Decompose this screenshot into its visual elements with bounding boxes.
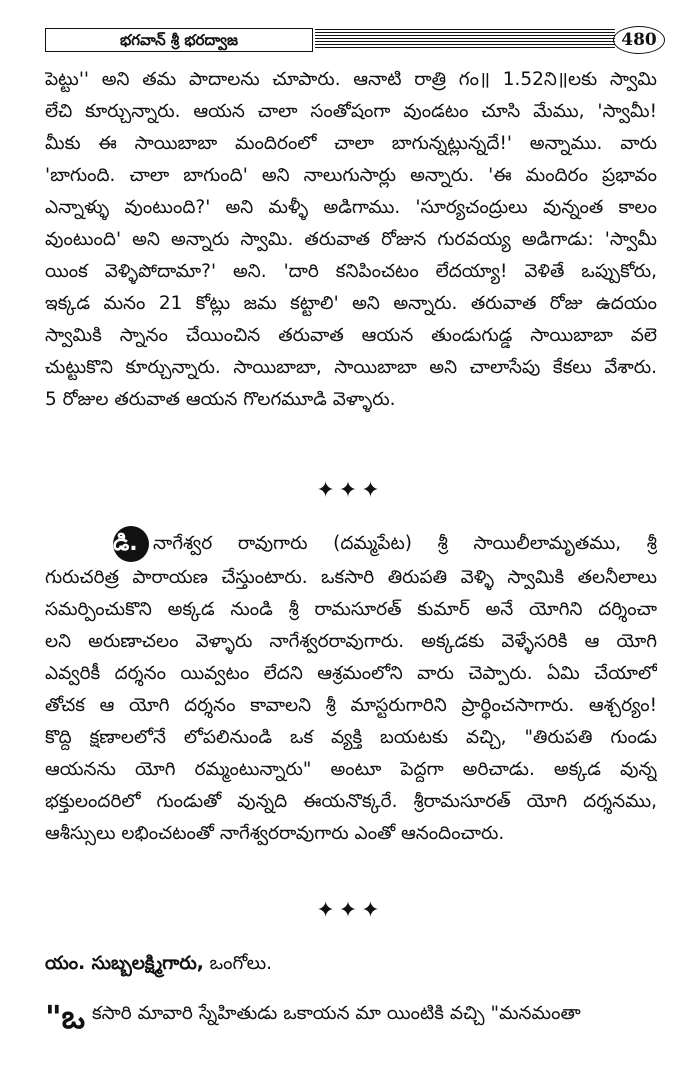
text-line (45, 526, 657, 562)
text-line: కొద్ది క్షణాలలోనే లోపలినుండి ఒక వ్యక్తి బయటకు వచ్చి, "తిరుపతి గుండు (45, 727, 657, 748)
text-line: 'బాగుంది. చాలా బాగుంది' అని నాలుగుసార్లు అన్నారు. 'ఈ మందిరం ప్రభావం (45, 165, 657, 186)
paragraph-1 (45, 64, 657, 416)
author-name: యం. సుబ్బలక్ష్మిగారు, (45, 953, 204, 974)
ornament-separator: ✦✦✦ (316, 478, 384, 503)
drop-cap: డి. (113, 526, 149, 562)
text-line: 5 రోజుల తరువాత ఆయన గొలగమూడి వెళ్ళారు. (45, 389, 396, 410)
text-line-content: నాగేశ్వర రావుగారు (దమ్మపేట) శ్రీ సాయిలీలామృతము, శ్రీ (153, 533, 657, 554)
text-line: లని అరుణాచలం వెళ్ళారు నాగేశ్వరరావుగారు. అక్కడకు వెళ్ళేసరికి ఆ యోగి (45, 631, 657, 652)
author-place: ఒంగోలు. (209, 953, 273, 974)
text-line: ఎన్నాళ్ళు వుంటుంది?' అని మళ్ళీ అడిగాము. 'సూర్యచంద్రులు వున్నంత కాలం (45, 197, 657, 218)
text-line: చుట్టుకొని కూర్చున్నారు. సాయిబాబా, సాయిబాబా అని చాలాసేపు కేకలు వేశారు. (45, 357, 657, 378)
text-line: స్వామికి స్నానం చేయించిన తరువాత ఆయన తుండుగుడ్డ సాయిబాబా వలె (45, 325, 657, 346)
text-line: లేచి కూర్చున్నారు. ఆయన చాలా సంతోషంగా వుండటం చూసి మేము, 'స్వామీ! (45, 101, 657, 122)
ornament-separator: ✦✦✦ (316, 898, 384, 923)
book-title: భగవాన్ శ్రీ భరద్వాజ (45, 28, 313, 52)
text-line: ఆయనను యోగి రమ్మంటున్నారు" అంటూ పెద్దగా అరిచాడు. అక్కడ వున్న (45, 759, 657, 780)
text-line: ఇక్కడ మనం 21 కోట్లు జమ కట్టాలి' అని అన్నారు. తరువాత రోజు ఉదయం (45, 293, 657, 314)
text-line: మీకు ఈ సాయిబాబా మందిరంలో చాలా బాగున్నట్లున్నదే!' అన్నాము. వారు (45, 133, 657, 154)
header-rules (315, 29, 615, 51)
drop-cap-quote: "ఒ (45, 998, 86, 1036)
text-line: వుంటుంది' అని అన్నారు స్వామి. తరువాత రోజున గురవయ్య అడిగాడు: 'స్వామీ (45, 229, 657, 250)
author-line (45, 953, 272, 978)
text-line: పెట్టు'' అని తమ పాదాలను చూపారు. ఆనాటి రాత్రి గం॥ 1.52ని॥లకు స్వామి (45, 69, 657, 90)
text-line: ఆశీస్సులు లభించటంతో నాగేశ్వరరావుగారు ఎంతో ఆనందించారు. (45, 823, 505, 844)
text-line: గురుచరిత్ర పారాయణ చేస్తుంటారు. ఒకసారి తిరుపతి వెళ్ళి స్వామికి తలనీలాలు (45, 567, 657, 588)
paragraph-2 (45, 526, 657, 850)
paragraph-3-line: కసారి మావారి స్నేహితుడు ఒకాయన మా యింటికి వచ్చి "మనమంతా (92, 1003, 581, 1024)
text-line: భక్తులందరిలో గుండుతో వున్నది ఈయనొక్కరే. శ్రీరామసూరత్ యోగి దర్శనము, (45, 791, 657, 812)
text-line: యింక వెళ్ళిపోదామా?' అని. 'దారి కనిపించటం లేదయ్యా! వెళితే ఒప్పుకోరు, (45, 261, 657, 282)
text-line: తోచక ఆ యోగి దర్శనం కావాలని శ్రీ మాస్టరుగారిని ప్రార్థించసాగారు. ఆశ్చర్యం! (45, 695, 657, 716)
text-line: సమర్పించుకొని అక్కడ నుండి శ్రీ రామసూరత్ కుమార్ అనే యోగిని దర్శించా (45, 599, 657, 620)
page-header (45, 26, 657, 56)
page-number: 480 (613, 26, 665, 54)
text-line: ఎవ్వరికీ దర్శనం యివ్వటం లేదని ఆశ్రమంలోని వారు చెప్పారు. ఏమి చేయాలో (45, 663, 657, 684)
